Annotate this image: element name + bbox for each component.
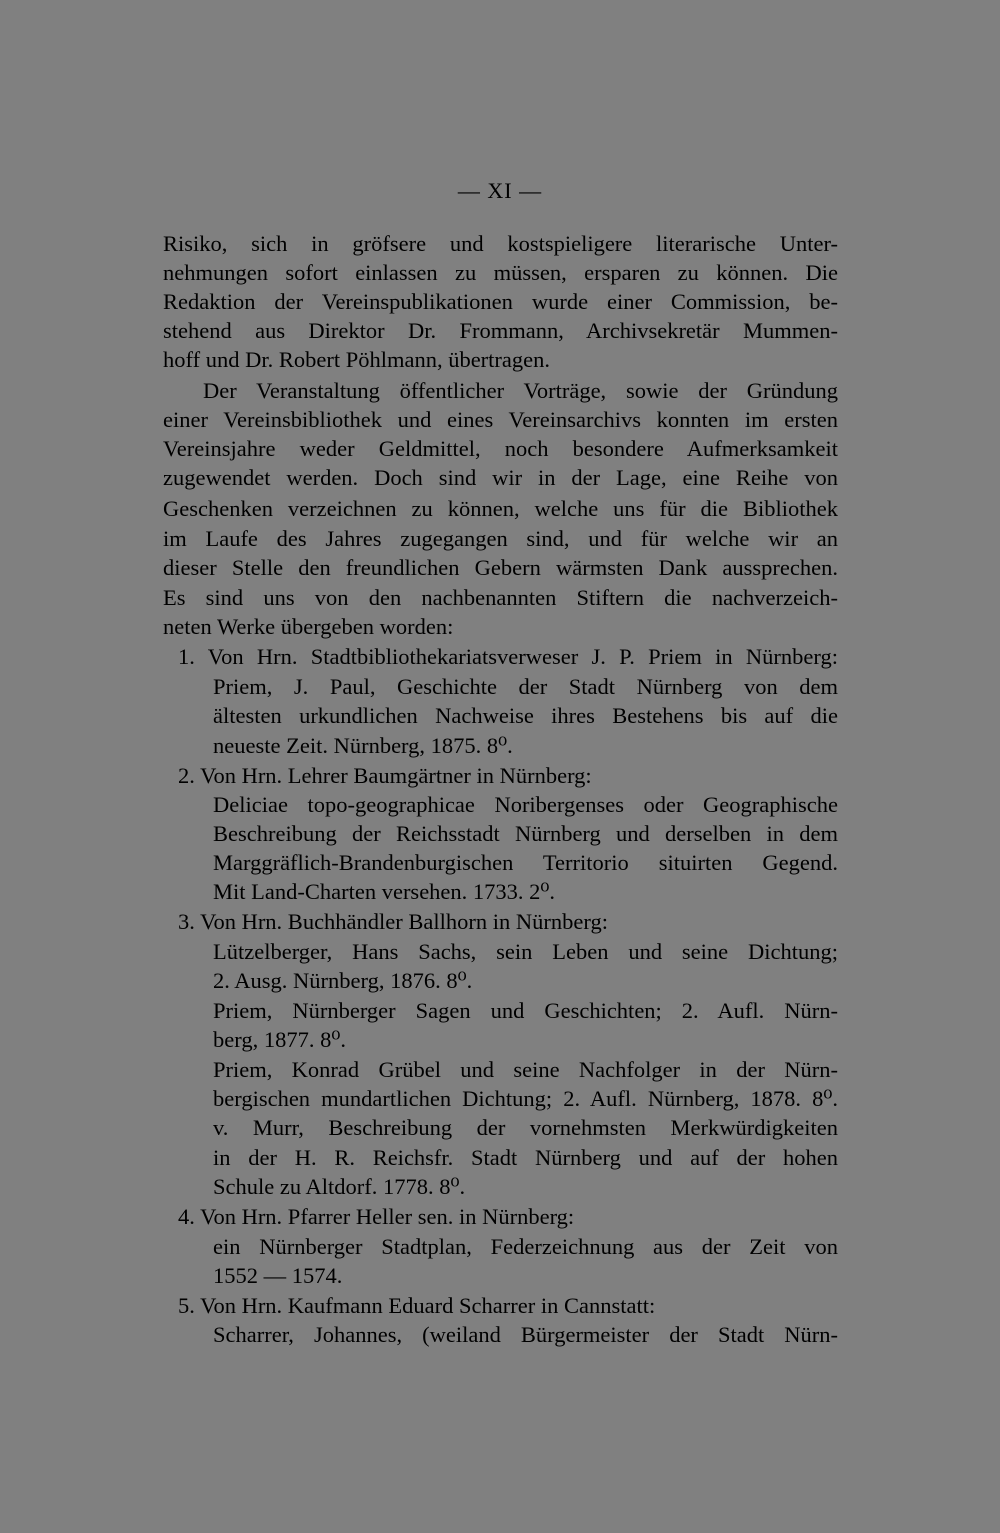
text-line: Deliciae topo-geographicae Noribergenses oder Geographische	[213, 792, 838, 817]
text-line: Der Veranstaltung öffentlicher Vorträge, sowie der Gründung	[203, 378, 838, 403]
text-line: in der H. R. Reichsfr. Stadt Nürnberg und auf der hohen	[213, 1145, 838, 1170]
text-line: Vereinsjahre weder Geldmittel, noch besondere Aufmerksamkeit	[163, 436, 838, 461]
text-line: dieser Stelle den freundlichen Gebern wärmsten Dank aussprechen.	[163, 555, 838, 580]
list-item-heading: 4. Von Hrn. Pfarrer Heller sen. in Nürnberg:	[178, 1204, 575, 1229]
text-line: berg, 1877. 8⁰.	[213, 1027, 346, 1052]
text-line: neten Werke übergeben worden:	[163, 614, 454, 639]
text-line: v. Murr, Beschreibung der vornehmsten Merkwürdigkeiten	[213, 1115, 838, 1140]
text-line: Priem, Konrad Grübel und seine Nachfolger in der Nürn-	[213, 1057, 838, 1082]
text-line: Lützelberger, Hans Sachs, sein Leben und seine Dichtung;	[213, 939, 838, 964]
list-item-heading: 2. Von Hrn. Lehrer Baumgärtner in Nürnberg:	[178, 763, 592, 788]
text-line: bergischen mundartlichen Dichtung; 2. Aufl. Nürnberg, 1878. 8⁰.	[213, 1086, 838, 1111]
text-line: nehmungen sofort einlassen zu müssen, ersparen zu können. Die	[163, 260, 838, 285]
text-line: Risiko, sich in gröfsere und kostspieligere literarische Unter-	[163, 231, 838, 256]
text-line: 1552 — 1574.	[213, 1263, 343, 1288]
page-number: — XI —	[457, 178, 543, 203]
list-item-heading: 5. Von Hrn. Kaufmann Eduard Scharrer in Cannstatt:	[178, 1293, 656, 1318]
text-line: im Laufe des Jahres zugegangen sind, und für welche wir an	[163, 526, 838, 551]
text-line: Es sind uns von den nachbenannten Stiftern die nachverzeich-	[163, 585, 838, 610]
text-line: Priem, J. Paul, Geschichte der Stadt Nürnberg von dem	[213, 674, 838, 699]
text-line: Priem, Nürnberger Sagen und Geschichten; 2. Aufl. Nürn-	[213, 998, 838, 1023]
list-item-heading: 3. Von Hrn. Buchhändler Ballhorn in Nürnberg:	[178, 909, 608, 934]
list-item-heading: 1. Von Hrn. Stadtbibliothekariatsverweser J. P. Priem in Nürnberg:	[178, 644, 838, 669]
text-line: ältesten urkundlichen Nachweise ihres Bestehens bis auf die	[213, 703, 838, 728]
text-line: stehend aus Direktor Dr. Frommann, Archivsekretär Mummen-	[163, 318, 838, 343]
text-line: hoff und Dr. Robert Pöhlmann, übertragen.	[163, 347, 551, 372]
text-line: ein Nürnberger Stadtplan, Federzeichnung aus der Zeit von	[213, 1234, 838, 1259]
text-line: Beschreibung der Reichsstadt Nürnberg und derselben in dem	[213, 821, 838, 846]
text-line: Marggräflich-Brandenburgischen Territorio situirten Gegend.	[213, 850, 838, 875]
text-line: zugewendet werden. Doch sind wir in der Lage, eine Reihe von	[163, 465, 838, 490]
text-line: Geschenken verzeichnen zu können, welche uns für die Bibliothek	[163, 496, 838, 521]
text-line: 2. Ausg. Nürnberg, 1876. 8⁰.	[213, 968, 473, 993]
text-line: Scharrer, Johannes, (weiland Bürgermeister der Stadt Nürn-	[213, 1322, 838, 1347]
text-line: Mit Land-Charten versehen. 1733. 2⁰.	[213, 879, 556, 904]
text-line: Redaktion der Vereinspublikationen wurde einer Commission, be-	[163, 289, 838, 314]
text-line: einer Vereinsbibliothek und eines Vereinsarchivs konnten im ersten	[163, 407, 838, 432]
text-line: Schule zu Altdorf. 1778. 8⁰.	[213, 1174, 466, 1199]
text-line: neueste Zeit. Nürnberg, 1875. 8⁰.	[213, 733, 513, 758]
